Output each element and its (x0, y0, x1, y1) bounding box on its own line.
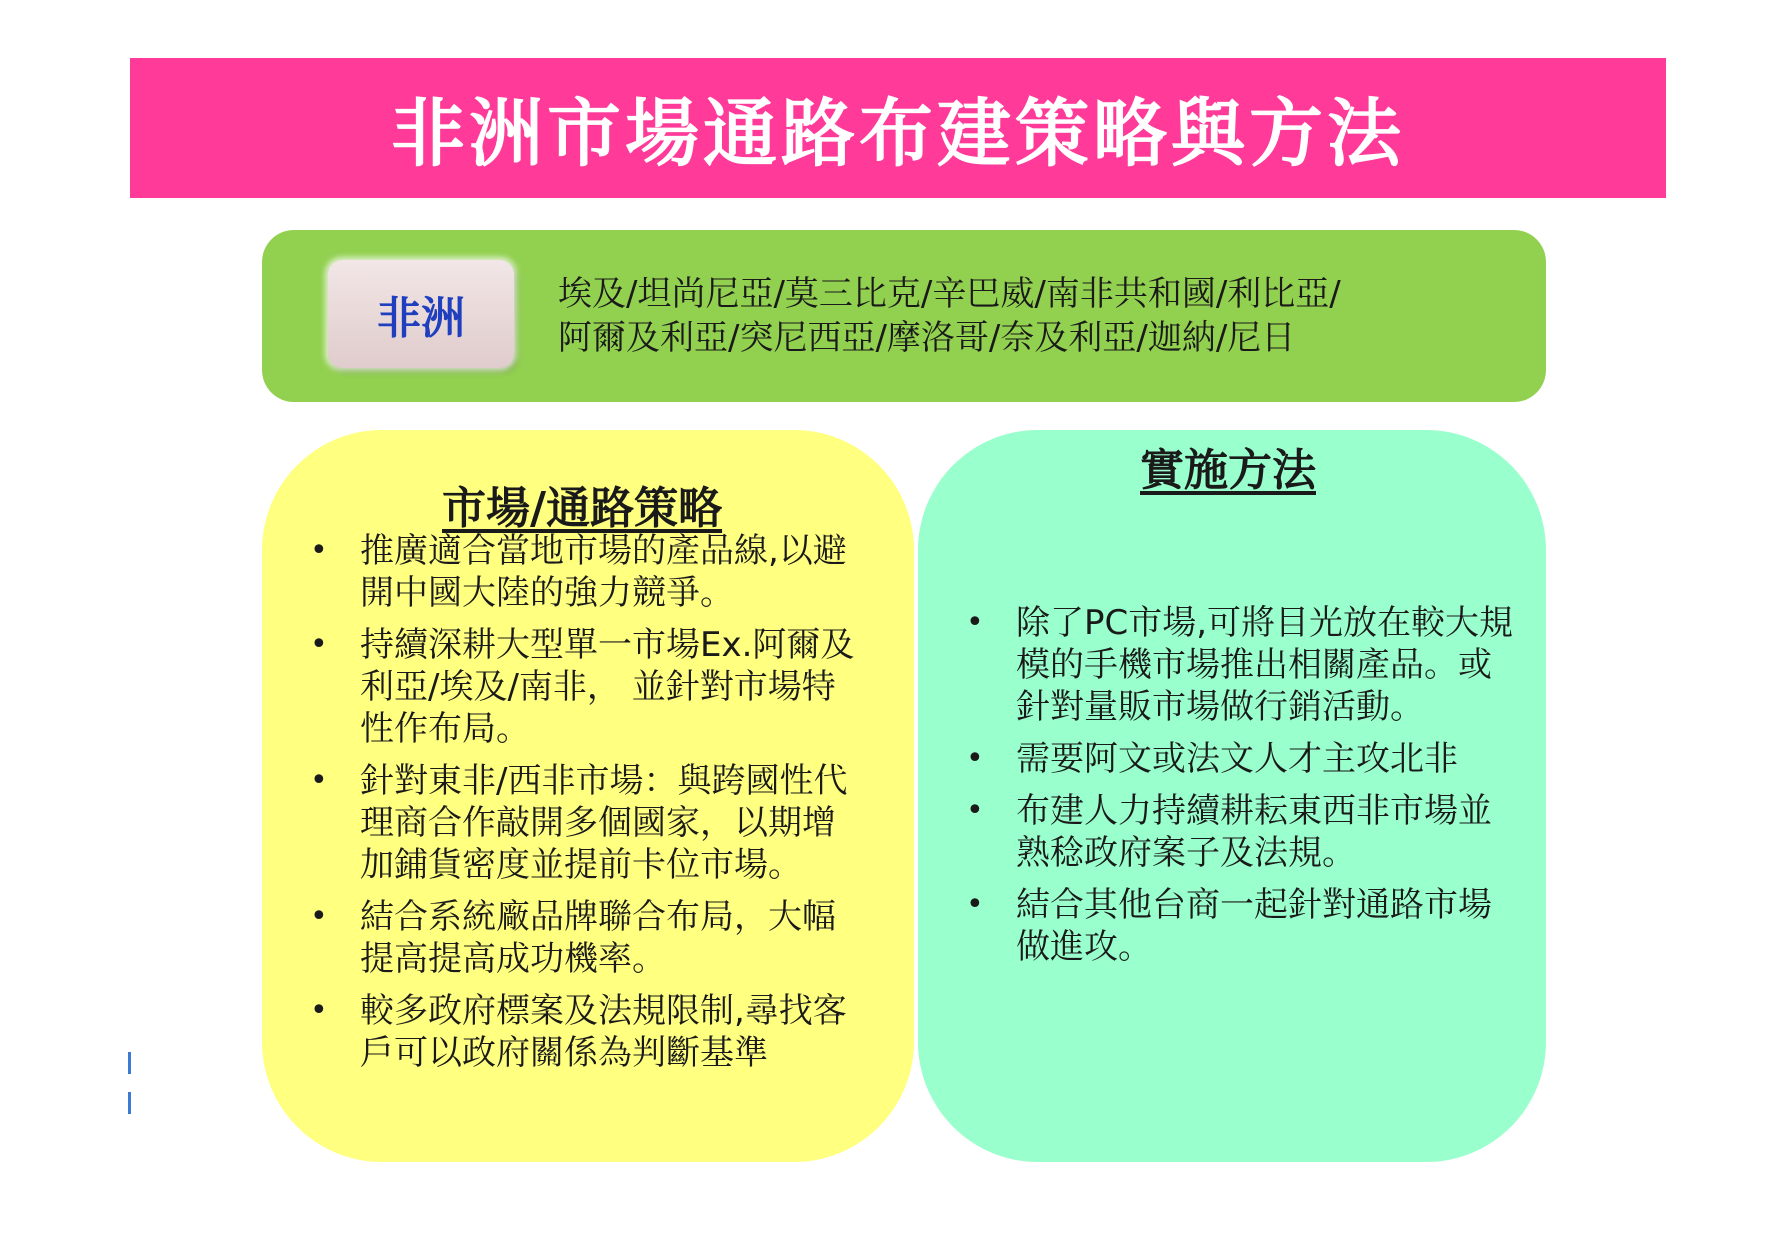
bullet-icon: • (310, 627, 328, 662)
bullet-icon: • (966, 741, 984, 776)
list-item (304, 530, 864, 614)
edge-mark (128, 1092, 131, 1114)
list-item-text: 推廣適合當地市場的產品線,以避開中國大陸的強力競爭。 (360, 531, 847, 613)
strategy-list (304, 530, 864, 1084)
region-tag-label: 非洲 (377, 293, 465, 344)
list-item (304, 760, 864, 886)
list-item (960, 790, 1520, 874)
list-item-text: 持續深耕大型單一市場Ex.阿爾及利亞/埃及/南非， 並針對市場特性作布局。 (360, 625, 855, 749)
list-item (960, 602, 1520, 728)
list-item (304, 990, 864, 1074)
list-item-text: 需要阿文或法文人才主攻北非 (1016, 739, 1458, 779)
page-title: 非洲市場通路布建策略與方法 (391, 91, 1405, 177)
list-item-text: 布建人力持續耕耘東西非市場並熟稔政府案子及法規。 (1016, 791, 1492, 873)
country-list-line-1: 埃及/坦尚尼亞/莫三比克/辛巴威/南非共和國/利比亞/ (558, 274, 1341, 314)
list-item (304, 624, 864, 750)
list-item (960, 884, 1520, 968)
country-list (558, 272, 1518, 360)
list-item-text: 較多政府標案及法規限制,尋找客戶可以政府關係為判斷基準 (360, 991, 847, 1073)
country-list-line-2: 阿爾及利亞/突尼西亞/摩洛哥/奈及利亞/迦納/尼日 (558, 318, 1296, 358)
method-heading: 實施方法 (1140, 445, 1316, 496)
method-panel (918, 430, 1546, 1162)
list-item (960, 738, 1520, 780)
strategy-heading: 市場/通路策略 (442, 483, 723, 534)
bullet-icon: • (310, 533, 328, 568)
title-banner (130, 58, 1666, 198)
strategy-panel (262, 430, 914, 1162)
method-list (960, 602, 1520, 978)
bullet-icon: • (966, 887, 984, 922)
list-item-text: 針對東非/西非市場：與跨國性代理商合作敲開多個國家，以期增加鋪貨密度並提前卡位市場。 (360, 761, 848, 885)
bullet-icon: • (966, 793, 984, 828)
bullet-icon: • (310, 899, 328, 934)
list-item-text: 結合系統廠品牌聯合布局，大幅提高提高成功機率。 (360, 897, 836, 979)
edge-mark (128, 1052, 131, 1074)
list-item-text: 結合其他台商一起針對通路市場做進攻。 (1016, 885, 1492, 967)
region-tag (328, 260, 514, 368)
bullet-icon: • (310, 763, 328, 798)
list-item-text: 除了PC市場,可將目光放在較大規模的手機市場推出相關產品。或針對量販市場做行銷活動。 (1016, 603, 1514, 727)
bullet-icon: • (966, 605, 984, 640)
bullet-icon: • (310, 993, 328, 1028)
list-item (304, 896, 864, 980)
